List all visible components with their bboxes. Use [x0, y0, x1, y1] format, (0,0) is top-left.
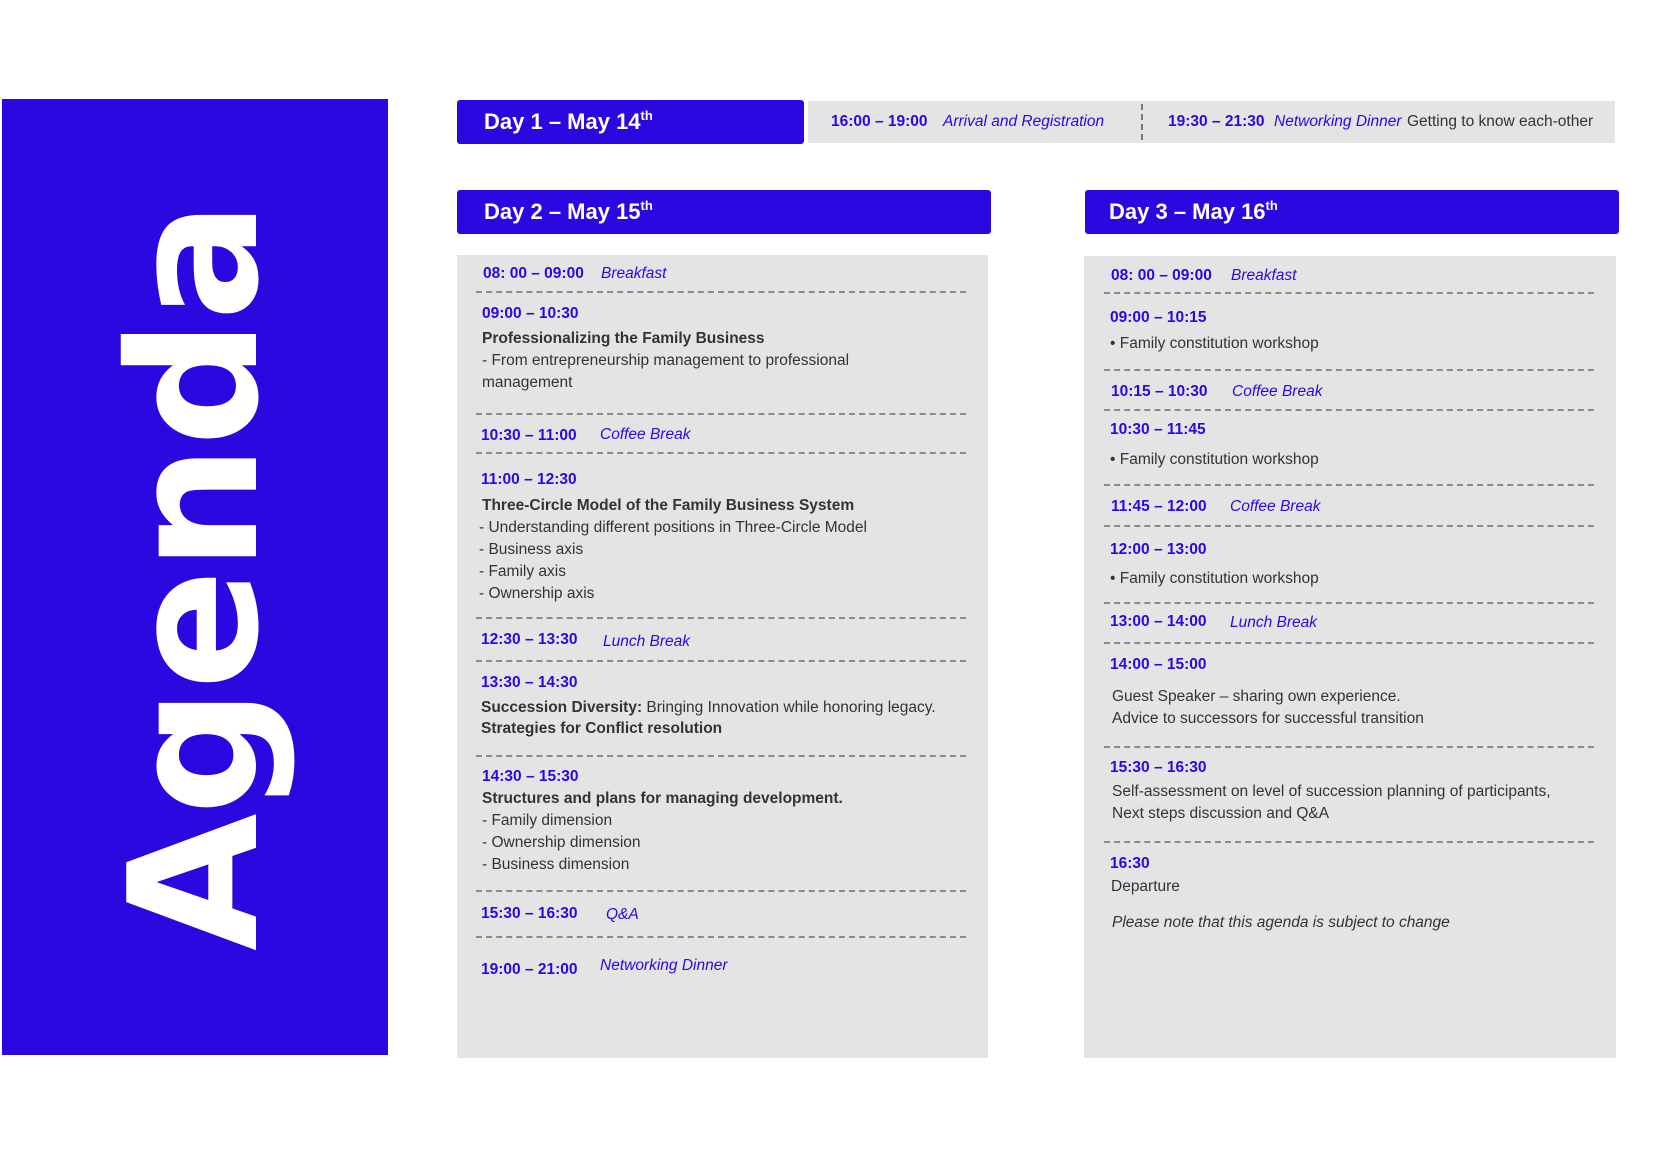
day2-header-label: Day 2 – May 15: [484, 199, 641, 224]
agenda-title: Agenda: [91, 202, 298, 952]
d2-slot-2-time: 09:00 – 10:30: [482, 305, 579, 322]
day3-panel: [1084, 256, 1616, 1058]
d2-slot-7-line-2: - Ownership dimension: [482, 834, 641, 851]
day3-header: [1085, 190, 1619, 234]
day1-separator: [1141, 104, 1143, 140]
d2-slot-4-line-2: - Business axis: [479, 541, 584, 558]
d3-divider-6: [1104, 602, 1594, 604]
day1-slot-2-note: Getting to know each-other: [1407, 113, 1594, 130]
day1-header-label: Day 1 – May 14: [484, 109, 641, 134]
d3-slot-6-time: 12:00 – 13:00: [1110, 541, 1207, 558]
day1-header-sup: th: [640, 108, 653, 123]
d3-slot-5-event: Coffee Break: [1230, 498, 1321, 515]
day1-header: [457, 100, 804, 144]
d2-slot-9-event: Networking Dinner: [600, 957, 728, 974]
d2-slot-6-text: [481, 697, 936, 719]
d3-divider-8: [1104, 746, 1594, 748]
d2-slot-2-line-1: - From entrepreneurship management to professional: [482, 352, 850, 369]
d3-slot-6-text: • Family constitution workshop: [1110, 570, 1319, 587]
day1-schedule-bar: [808, 101, 1615, 143]
d3-slot-8-time: 14:00 – 15:00: [1110, 656, 1207, 673]
d2-slot-2-line-2: management: [482, 374, 573, 391]
d2-slot-4-line-4: - Ownership axis: [479, 585, 595, 602]
day3-header-sup: th: [1265, 198, 1278, 213]
d3-slot-3-event: Coffee Break: [1232, 383, 1323, 400]
d3-divider-9: [1104, 841, 1594, 843]
d3-slot-1-event: Breakfast: [1231, 267, 1297, 284]
d3-divider-3: [1104, 409, 1594, 411]
d3-slot-9-time: 15:30 – 16:30: [1110, 759, 1207, 776]
d3-slot-2-time: 09:00 – 10:15: [1110, 309, 1207, 326]
d2-slot-4-title: Three-Circle Model of the Family Business System: [482, 497, 855, 514]
d3-divider-7: [1104, 642, 1594, 644]
d3-divider-1: [1104, 292, 1594, 294]
d2-divider-4: [476, 617, 966, 619]
d2-divider-7: [476, 890, 966, 892]
d2-slot-5-time: 12:30 – 13:30: [481, 631, 578, 648]
d3-slot-3-time: 10:15 – 10:30: [1111, 383, 1208, 400]
d2-slot-8-time: 15:30 – 16:30: [481, 905, 578, 922]
day1-slot-1-event: Arrival and Registration: [943, 113, 1105, 130]
agenda-change-note: Please note that this agenda is subject to change: [1112, 914, 1450, 931]
agenda-sidebar: [2, 99, 388, 1055]
d3-divider-2: [1104, 369, 1594, 371]
d2-slot-9-time: 19:00 – 21:00: [481, 961, 578, 978]
d3-slot-8-line-1: Guest Speaker – sharing own experience.: [1112, 688, 1401, 705]
d2-slot-1-time: 08: 00 – 09:00: [483, 265, 584, 282]
day2-panel: [457, 255, 988, 1058]
d3-slot-4-time: 10:30 – 11:45: [1110, 421, 1206, 438]
d3-slot-8-line-2: Advice to successors for successful transition: [1112, 710, 1424, 727]
day2-header: [457, 190, 991, 234]
d2-slot-6-title2: Strategies for Conflict resolution: [481, 720, 723, 737]
day1-slot-2-time: 19:30 – 21:30: [1168, 113, 1265, 130]
day2-header-sup: th: [640, 198, 653, 213]
d3-slot-7-event: Lunch Break: [1230, 614, 1318, 631]
d2-slot-6-rest: Bringing Innovation while honoring legacy.: [642, 699, 936, 716]
d2-slot-7-line-3: - Business dimension: [482, 856, 630, 873]
d2-slot-4-line-3: - Family axis: [479, 563, 566, 580]
d3-slot-5-time: 11:45 – 12:00: [1111, 498, 1207, 515]
d2-divider-8: [476, 936, 966, 938]
day1-slot-2-event: Networking Dinner: [1274, 113, 1402, 130]
d2-divider-3: [476, 452, 966, 454]
d3-slot-9-line-1: Self-assessment on level of succession planning of participants,: [1112, 783, 1551, 800]
d2-slot-4-line-1: - Understanding different positions in Three-Circle Model: [479, 519, 867, 536]
day1-slot-1-time: 16:00 – 19:00: [831, 113, 928, 130]
d3-slot-1-time: 08: 00 – 09:00: [1111, 267, 1212, 284]
d3-slot-4-text: • Family constitution workshop: [1110, 451, 1319, 468]
d2-divider-1: [476, 291, 966, 293]
d2-slot-1-event: Breakfast: [601, 265, 667, 282]
d3-divider-5: [1104, 525, 1594, 527]
d2-divider-2: [476, 413, 966, 415]
d2-slot-8-event: Q&A: [606, 906, 639, 923]
d3-slot-10-time: 16:30: [1110, 855, 1150, 872]
d2-divider-6: [476, 755, 966, 757]
day3-header-label: Day 3 – May 16: [1109, 199, 1266, 224]
d2-slot-3-event: Coffee Break: [600, 426, 691, 443]
d2-slot-4-time: 11:00 – 12:30: [481, 471, 577, 488]
d3-divider-4: [1104, 484, 1594, 486]
d2-slot-6-title: Succession Diversity:: [481, 699, 643, 716]
d2-slot-6-time: 13:30 – 14:30: [481, 674, 578, 691]
d2-slot-2-title: Professionalizing the Family Business: [482, 330, 765, 347]
d2-slot-3-time: 10:30 – 11:00: [481, 427, 577, 444]
d3-slot-7-time: 13:00 – 14:00: [1110, 613, 1207, 630]
d3-slot-9-line-2: Next steps discussion and Q&A: [1112, 805, 1330, 822]
d2-slot-7-line-1: - Family dimension: [482, 812, 613, 829]
d3-slot-10-text: Departure: [1111, 878, 1180, 895]
d2-slot-7-time: 14:30 – 15:30: [482, 768, 579, 785]
d2-slot-7-title: Structures and plans for managing development.: [482, 790, 843, 807]
d2-slot-5-event: Lunch Break: [603, 633, 691, 650]
d2-divider-5: [476, 660, 966, 662]
d3-slot-2-text: • Family constitution workshop: [1110, 335, 1319, 352]
